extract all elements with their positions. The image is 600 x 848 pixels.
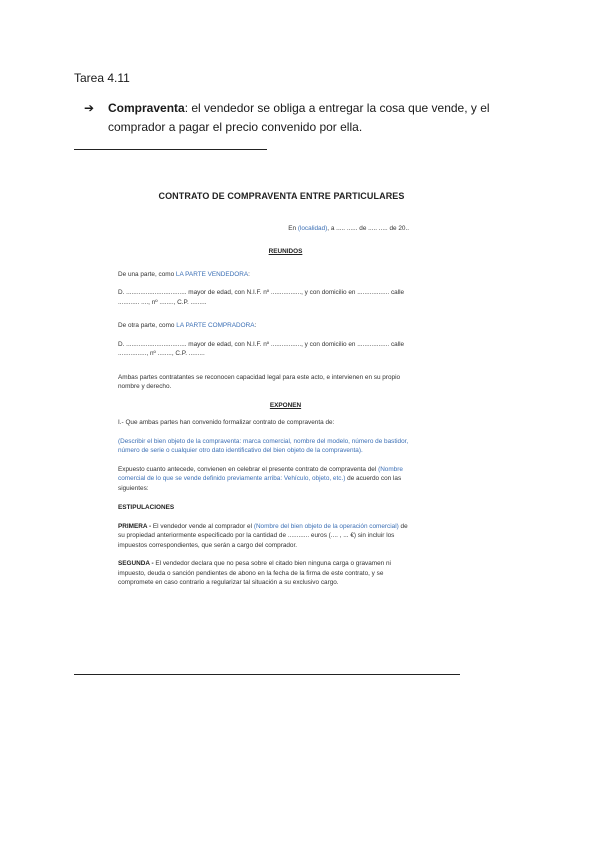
exponen-heading: EXPONEN	[269, 401, 302, 409]
definition-term: Compraventa	[108, 101, 185, 115]
buyer-intro: De otra parte, como LA PARTE COMPRADORA:	[118, 322, 257, 329]
seller-intro: De una parte, como LA PARTE VENDEDORA:	[118, 270, 250, 278]
seller-details: D. .................................. mayor de edad, con N.I.F. nº ................., y con domicilio en .................. calle ............ ...., nº ........, C.P. .........	[118, 289, 405, 306]
seller-role: LA PARTE VENDEDORA	[175, 270, 249, 278]
item-description: (Describir el bien objeto de la compraventa: marca comercial, nombre del modelo, número de bastidor, número de serie o cualquier otro dato identificativo del bien objeto de la compraventa).	[118, 437, 409, 454]
buyer-details: D. .................................. mayor de edad, con N.I.F. nº ................., y con domicilio en .................. calle ................, nº ........, C.P. .........	[118, 340, 405, 357]
definition-body: : el vendedor se obliga a entregar la cosa que vende, y el comprador a pagar el precio convenido por ella.	[108, 101, 490, 134]
place-date-line: En (localidad), a ..... ...... de ..... ..... de 20..	[288, 224, 409, 232]
first-stipulation: PRIMERA - El vendedor vende al comprador el (Nombre del bien objeto de la operación comercial) de su propiedad anteriormente especificado por la cantidad de ............ euros (.... , ... €) sin incluir los impuestos correspondientes, que serán a cargo del comprador.	[118, 522, 408, 549]
contract-image	[118, 192, 413, 597]
page-title: Tarea 4.11	[74, 71, 130, 85]
locality-placeholder: (localidad)	[297, 224, 328, 232]
exponen-first: I.- Que ambas partes han convenido formalizar contrato de compraventa de:	[118, 419, 335, 426]
agreement-clause: Expuesto cuanto antecede, convienen en celebrar el presente contrato de compraventa del (Nombre comercial de lo que se vende definido previamente arriba: Vehículo, objeto, etc.) de acuerdo con las siguientes:	[118, 465, 403, 492]
item-name-placeholder: (Nombre comercial de lo que se vende definido previamente arriba: Vehículo, objeto, etc.)	[118, 465, 403, 482]
estipulaciones-heading: ESTIPULACIONES	[118, 504, 175, 511]
contract-title: CONTRATO DE COMPRAVENTA ENTRE PARTICULARES	[158, 191, 405, 201]
arrow-icon: ➔	[84, 101, 95, 115]
buyer-role: LA PARTE COMPRADORA	[176, 322, 255, 329]
bottom-divider	[74, 674, 460, 675]
reunidos-heading: REUNIDOS	[268, 248, 303, 255]
second-stipulation: SEGUNDA - El vendedor declara que no pesa sobre el citado bien ninguna carga o gravamen ni impuesto, deuda o sanción pendientes de abono en la fecha de la firma de este contrato, y se compromete en caso contrario a regularizar tal situación a su exclusivo cargo.	[118, 560, 391, 586]
capacity-clause: Ambas partes contratantes se reconocen capacidad legal para este acto, e intervienen en su propio nombre y derecho.	[118, 373, 401, 390]
top-divider	[74, 149, 267, 150]
good-name-placeholder: (Nombre del bien objeto de la operación comercial)	[253, 522, 399, 530]
definition-bullet	[84, 99, 534, 137]
definition-text	[108, 99, 534, 137]
